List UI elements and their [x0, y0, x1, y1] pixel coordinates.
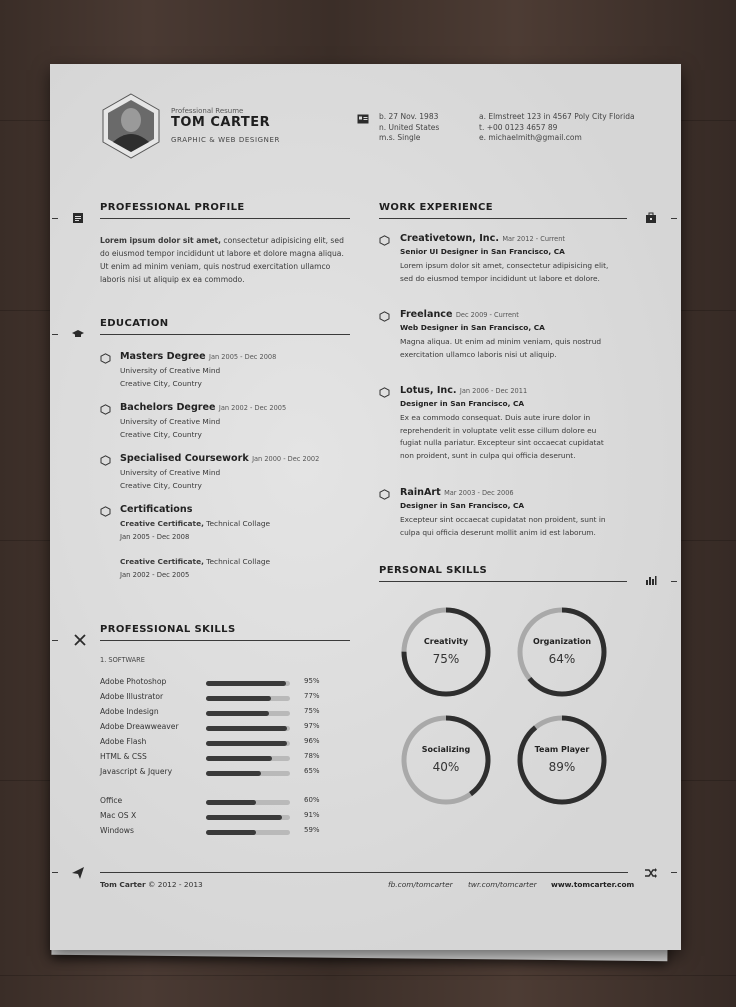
skill-row [100, 752, 330, 766]
skill-name: Adobe Photoshop [100, 677, 167, 686]
certificate-place: Technical Collage [203, 519, 271, 528]
address: a. Elmstreet 123 in 4567 Poly City Florida [479, 112, 635, 121]
hexagon-bullet-icon [379, 311, 390, 322]
skill-percent: 60% [304, 796, 320, 804]
education-heading: EDUCATION [100, 318, 169, 329]
contact-details [479, 112, 635, 144]
skill-row [100, 796, 330, 810]
margin-tick [671, 872, 677, 873]
skill-bar-fill [206, 741, 287, 746]
margin-tick [52, 218, 58, 219]
briefcase-icon [645, 212, 657, 224]
education-school: University of Creative Mind [120, 417, 221, 426]
skill-row [100, 692, 330, 706]
skill-name: Adobe Illustrator [100, 692, 164, 701]
avatar [100, 92, 162, 160]
profile-rule [100, 218, 350, 219]
margin-tick [671, 581, 677, 582]
graduation-cap-icon [72, 328, 84, 340]
shuffle-icon [645, 867, 657, 879]
skill-percent: 77% [304, 692, 320, 700]
header-kicker: Professional Resume [171, 107, 244, 115]
skill-row [100, 722, 330, 736]
education-degree [120, 402, 286, 413]
skill-bar-track [206, 830, 290, 835]
work-description-line: sed do eiusmod tempor incididunt ut labore et dolore. [400, 273, 600, 283]
skill-percent: 59% [304, 826, 320, 834]
work-heading: WORK EXPERIENCE [379, 202, 493, 213]
certificate-line [120, 518, 270, 531]
work-company [400, 385, 527, 396]
work-description-line: exercitation ullamco laboris nisi ut aliquip. [400, 349, 557, 359]
certificate-line [120, 556, 270, 569]
skill-bar-track [206, 741, 290, 746]
skill-row [100, 677, 330, 691]
skill-ring-label: Team Player [534, 745, 590, 754]
skill-ring-value: 89% [548, 760, 576, 774]
personal-details [379, 112, 439, 144]
work-description-line: Lorem ipsum dolor sit amet, consectetur adipisicing elit, [400, 261, 609, 270]
skill-name: Office [100, 796, 123, 805]
skill-bar-fill [206, 830, 256, 835]
hexagon-bullet-icon [100, 404, 111, 415]
margin-tick [52, 872, 58, 873]
skill-bar-fill [206, 800, 256, 805]
education-date: Jan 2000 - Dec 2002 [252, 455, 320, 463]
skill-percent: 78% [304, 752, 320, 760]
software-group-label: 1. SOFTWARE [100, 656, 145, 664]
facebook-link[interactable]: fb.com/tomcarter [388, 880, 453, 889]
work-date: Mar 2012 - Current [502, 235, 565, 243]
id-card-icon [357, 113, 369, 125]
birth-date: b. 27 Nov. 1983 [379, 112, 439, 121]
work-description-line: Excepteur sint occaecat cupidatat non proident, sunt in [400, 515, 606, 524]
work-company [400, 233, 565, 244]
education-degree-name: Bachelors Degree [120, 402, 216, 413]
work-date: Dec 2009 - Current [455, 311, 519, 319]
skill-percent: 75% [304, 707, 320, 715]
hexagon-bullet-icon [100, 353, 111, 364]
footer-years: © 2012 - 2013 [145, 880, 203, 889]
work-description-line: Ex ea commodo consequat. Duis aute irure dolor in [400, 413, 591, 422]
skill-bar-track [206, 800, 290, 805]
footer-copyright [100, 880, 203, 889]
skill-percent: 91% [304, 811, 320, 819]
website-link[interactable]: www.tomcarter.com [551, 880, 635, 889]
work-date: Jan 2006 - Dec 2011 [459, 387, 528, 395]
education-degree-name: Specialised Coursework [120, 453, 249, 464]
skill-bar-fill [206, 681, 286, 686]
skill-bar-track [206, 696, 290, 701]
work-description-line: culpa qui officia deserunt mollit anim id est laborum. [400, 527, 596, 537]
education-location: Creative City, Country [120, 430, 202, 439]
certificate-date: Jan 2002 - Dec 2005 [120, 571, 190, 579]
profile-body: consectetur adipisicing elit, sed do eiusmod tempor incididunt ut labore et dolore magna aliqua. Ut enim ad minim veniam, quis nostrud exercitation ullamco laboris nisi ut aliquip ex ea commodo. [100, 236, 344, 284]
skill-name: Adobe Flash [100, 737, 147, 746]
skill-percent: 96% [304, 737, 320, 745]
work-role: Designer in San Francisco, CA [400, 501, 525, 510]
work-rule [379, 218, 627, 219]
skill-bar-track [206, 815, 290, 820]
education-rule [100, 334, 350, 335]
skill-ring-value: 75% [432, 652, 460, 666]
certifications-title: Certifications [120, 504, 193, 515]
job-subtitle: GRAPHIC & WEB DESIGNER [171, 136, 280, 144]
skill-bar-fill [206, 815, 282, 820]
email[interactable]: e. michaelmith@gmail.com [479, 133, 582, 142]
personal-skills-heading: PERSONAL SKILLS [379, 565, 488, 576]
skill-percent: 97% [304, 722, 320, 730]
education-school: University of Creative Mind [120, 366, 221, 375]
profile-text [100, 234, 352, 286]
phone: t. +00 0123 4657 89 [479, 122, 558, 132]
hexagon-bullet-icon [100, 506, 111, 517]
education-degree [120, 351, 276, 362]
skill-bar-fill [206, 696, 271, 701]
bar-chart-icon [645, 574, 657, 586]
margin-tick [52, 334, 58, 335]
twitter-link[interactable]: twr.com/tomcarter [468, 880, 537, 889]
skill-name: Adobe Dreawweaver [100, 722, 179, 731]
hexagon-bullet-icon [379, 235, 390, 246]
skill-bar-fill [206, 756, 272, 761]
certificate-name: Creative Certificate, [120, 557, 204, 566]
document-icon [72, 212, 84, 224]
work-description-line: fugiat nulla pariatur. Excepteur sint occaecat cupidatat [400, 438, 604, 448]
skill-name: Javascript & Jquery [100, 767, 173, 776]
skills-heading: PROFESSIONAL SKILLS [100, 624, 236, 635]
skill-percent: 95% [304, 677, 320, 685]
work-role: Designer in San Francisco, CA [400, 399, 525, 408]
skill-bar-fill [206, 771, 261, 776]
education-degree [120, 453, 319, 464]
skill-ring-label: Organization [532, 637, 592, 646]
skill-bar-track [206, 726, 290, 731]
work-description-line: reprehenderit in voluptate velit esse cillum dolore eu [400, 425, 597, 435]
work-date: Mar 2003 - Dec 2006 [444, 489, 514, 497]
skill-bar-track [206, 771, 290, 776]
personal-skills-rule [379, 581, 627, 582]
work-company-name: Creativetown, Inc. [400, 233, 499, 244]
skill-ring-value: 40% [432, 760, 460, 774]
work-description-line: Magna aliqua. Ut enim ad minim veniam, quis nostrud [400, 337, 602, 346]
profile-lead: Lorem ipsum dolor sit amet, [100, 236, 221, 245]
skill-row [100, 767, 330, 781]
education-location: Creative City, Country [120, 481, 202, 490]
skill-name: HTML & CSS [100, 752, 147, 761]
skill-ring-label: Creativity [423, 637, 469, 646]
skill-ring-label: Socializing [421, 745, 471, 754]
margin-tick [671, 218, 677, 219]
profile-heading: PROFESSIONAL PROFILE [100, 202, 245, 213]
skill-name: Mac OS X [100, 811, 137, 820]
footer-rule [100, 872, 628, 873]
hexagon-bullet-icon [100, 455, 111, 466]
certificate-date: Jan 2005 - Dec 2008 [120, 533, 190, 541]
work-description-line: non proident, sunt in culpa qui officia deserunt. [400, 450, 576, 460]
work-company-name: Freelance [400, 309, 453, 320]
work-role: Web Designer in San Francisco, CA [400, 323, 545, 332]
name-title: TOM CARTER [171, 115, 271, 130]
skill-row [100, 826, 330, 840]
skill-bar-track [206, 711, 290, 716]
skill-row [100, 811, 330, 825]
tools-icon [74, 634, 86, 646]
skill-name: Adobe Indesign [100, 707, 159, 716]
education-date: Jan 2002 - Dec 2005 [218, 404, 287, 412]
marital-status: m.s. Single [379, 133, 421, 142]
education-degree-name: Masters Degree [120, 351, 206, 362]
margin-tick [52, 640, 58, 641]
skill-percent: 65% [304, 767, 320, 775]
skill-bar-fill [206, 726, 287, 731]
hexagon-bullet-icon [379, 387, 390, 398]
skill-bar-fill [206, 711, 269, 716]
skill-row [100, 707, 330, 721]
education-date: Jan 2005 - Dec 2008 [209, 353, 277, 361]
work-company [400, 309, 519, 320]
certificate-place: Technical Collage [203, 557, 271, 566]
skill-name: Windows [100, 826, 134, 835]
work-company [400, 487, 514, 498]
nationality: n. United States [379, 122, 440, 132]
work-role: Senior UI Designer in San Francisco, CA [400, 247, 565, 256]
footer-name: Tom Carter [100, 880, 146, 889]
paper-plane-icon [72, 867, 84, 879]
resume-sheet [50, 64, 681, 950]
work-company-name: Lotus, Inc. [400, 385, 457, 396]
certificate-name: Creative Certificate, [120, 519, 204, 528]
work-company-name: RainArt [400, 487, 441, 498]
skill-ring-value: 64% [548, 652, 576, 666]
skill-row [100, 737, 330, 751]
skill-bar-track [206, 681, 290, 686]
education-school: University of Creative Mind [120, 468, 221, 477]
education-location: Creative City, Country [120, 379, 202, 388]
skill-bar-track [206, 756, 290, 761]
skills-rule [100, 640, 350, 641]
hexagon-bullet-icon [379, 489, 390, 500]
